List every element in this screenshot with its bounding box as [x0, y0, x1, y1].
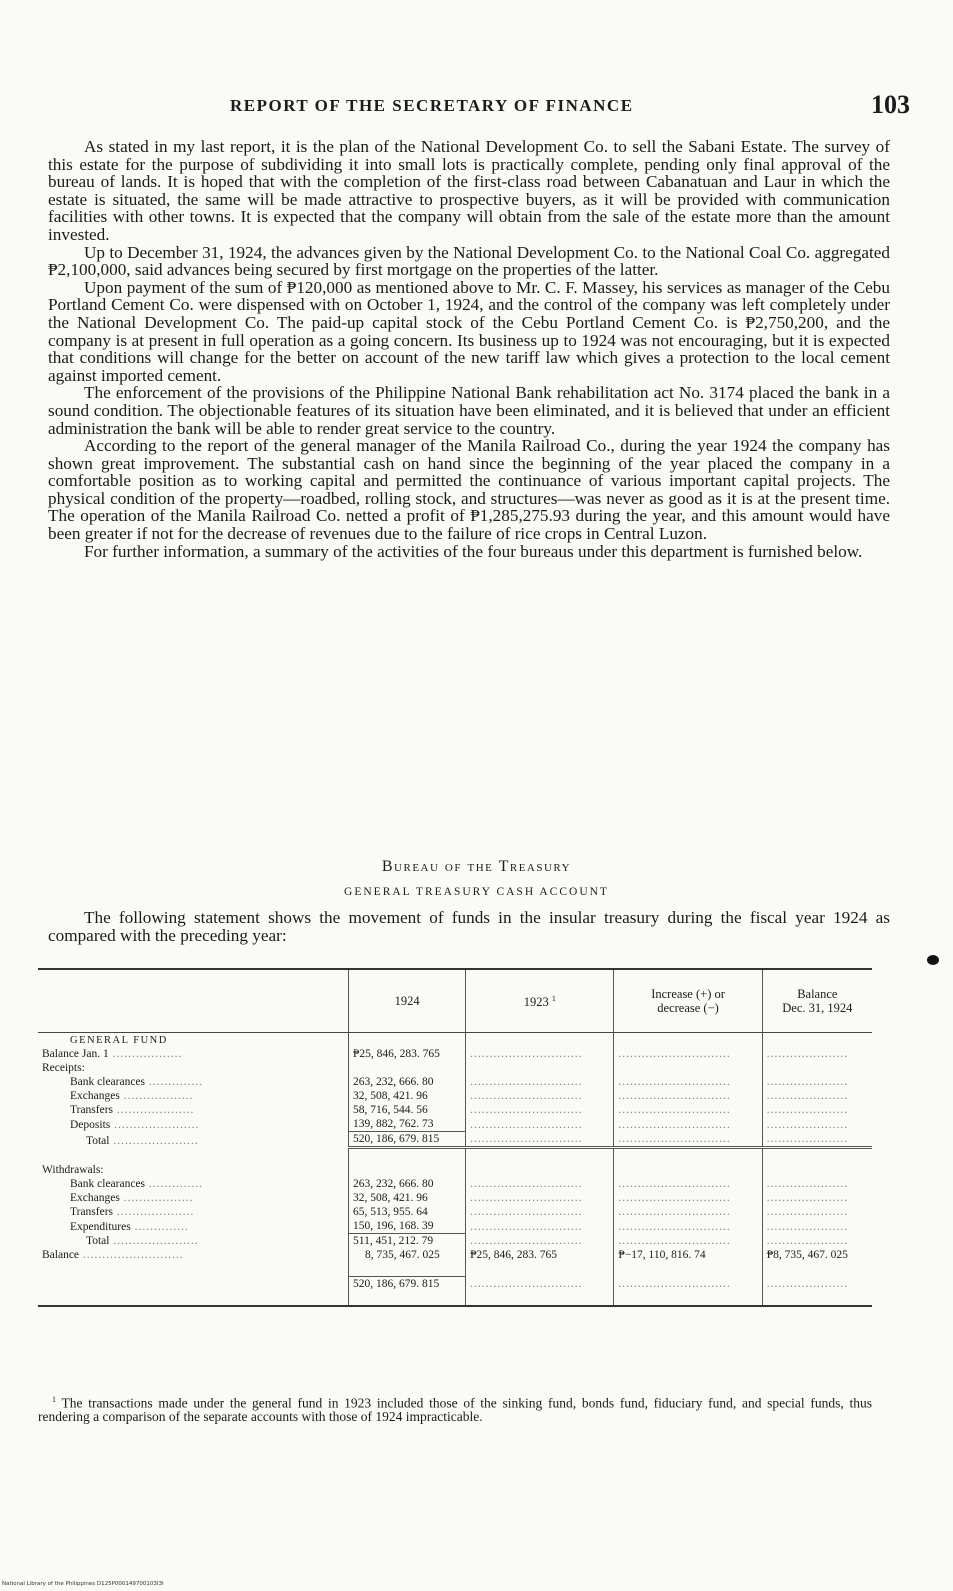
- table-row: Transfers .................... 58, 716, 544. 56 ............................. ............................. .....................: [38, 1103, 872, 1117]
- row-label-text: Total: [86, 1134, 110, 1147]
- table-row: Bank clearances .............. 263, 232, 666. 80 ............................. ............................. .....................: [38, 1075, 872, 1089]
- paragraph-manila-railroad: According to the report of the general manager of the Manila Railroad Co., during the year 1924 the company has shown great improvement. The substantial cash on hand since the beginning of the year placed the company in a comfortable position as to working capital and permitted the continuance of various important capital projects. The physical condition of the property—roadbed, rolling stock, and structures—was never as good as it is at the present time. The operation of the Manila Railroad Co. netted a profit of ₱1,285,275.93 during the year, and this amount would have been greater if not for the decrease of revenues due to the failure of rice crops in Central Luzon.: [48, 436, 890, 544]
- table-row: Exchanges .................. 32, 508, 421. 96 ............................. ............................. .....................: [38, 1089, 872, 1103]
- paragraph-national-bank: The enforcement of the provisions of the Philippine National Bank rehabilitation act No. 3174 placed the bank in a sound condition. The objectionable features of its situation have been eliminated, and it is believed that under an efficient administration the bank will be able to render great service to the country.: [48, 383, 890, 438]
- receipts-label: Receipts:: [42, 1062, 85, 1074]
- double-rule: [38, 1148, 872, 1164]
- table-header-row: [38, 969, 872, 1033]
- body-text: [48, 138, 890, 560]
- table-row: Exchanges .................. 32, 508, 421. 96 ............................. ............................. .....................: [38, 1191, 872, 1205]
- row-label-text: Bank clearances: [70, 1076, 146, 1088]
- cell-1924: 139, 882, 762. 73: [349, 1117, 466, 1132]
- cell-1924: 65, 513, 955. 64: [349, 1205, 466, 1219]
- table-row: Expenditures .............. 150, 196, 168. 39 ............................. ............................. .....................: [38, 1219, 872, 1234]
- page-number: 103: [871, 90, 910, 119]
- cell-1924: 32, 508, 421. 96: [349, 1089, 466, 1103]
- cell-1923: ₱25, 846, 283. 765: [466, 1248, 614, 1262]
- row-label: Balance Jan. 1 ..................: [42, 1048, 183, 1060]
- subsection-title: GENERAL TREASURY CASH ACCOUNT: [344, 886, 609, 898]
- paragraph-sabani-estate: As stated in my last report, it is the plan of the National Development Co. to sell the Sabani Estate. The survey of this estate for the purpose of subdividing it into small lots is practically complete, pending only final approval of the bureau of lands. It is hoped that with the completion of the first-class road between Cabanatuan and Laur in which the estate is situated, the same will be made attractive to prospective buyers, as it will be provided with communication facilities with other towns. It is expected that the company will obtain from the sale of the estate more than the amount invested.: [48, 137, 890, 244]
- row-label-text: Exchanges: [70, 1192, 120, 1204]
- table-row: Bank clearances .............. 263, 232, 666. 80 ............................. ............................. .....................: [38, 1177, 872, 1191]
- header-label-blank: [38, 969, 349, 1033]
- paragraph-further-info: For further information, a summary of the activities of the four bureaus under this department is furnished below.: [84, 541, 863, 561]
- header-inc-line1: Increase (+) or: [651, 987, 725, 1001]
- row-label-text: Expenditures: [70, 1220, 131, 1233]
- row-label-text: Bank clearances: [70, 1178, 146, 1190]
- cell-1924: ₱25, 846, 283. 765: [349, 1047, 466, 1061]
- group-heading: GENERAL FUND: [70, 1035, 168, 1046]
- cell-1924: 520, 186, 679. 815: [349, 1132, 466, 1148]
- cash-account-table: [38, 968, 872, 1307]
- header-1923-text: 1923: [523, 995, 549, 1010]
- running-title: REPORT OF THE SECRETARY OF FINANCE: [230, 96, 634, 115]
- table-intro-text: The following statement shows the movement of funds in the insular treasury during the fiscal year 1924 as compared with the preceding year:: [48, 908, 890, 945]
- cell-1924: 32, 508, 421. 96: [349, 1191, 466, 1205]
- cell-1924: 263, 232, 666. 80: [349, 1075, 466, 1089]
- row-label-text: Transfers: [70, 1206, 114, 1218]
- table-row: Balance Jan. 1 .................. ₱25, 846, 283. 765 ............................. ............................. .....................: [38, 1047, 872, 1061]
- header-bal-line2: Dec. 31, 1924: [782, 1001, 853, 1015]
- cell-1924: 263, 232, 666. 80: [349, 1177, 466, 1191]
- header-1923: [466, 969, 614, 1033]
- footnote-text: The transactions made under the general fund in 1923 included those of the sinking fund, bonds fund, fiduciary fund, and special funds, thus rendering a comparison of the separate accounts with those of 1924 impracticable.: [38, 1395, 872, 1424]
- cell-1924: 511, 451, 212. 79: [349, 1234, 466, 1249]
- row-label-text: Balance Jan. 1: [42, 1048, 109, 1060]
- row-label-text: Transfers: [70, 1104, 114, 1116]
- running-head: [40, 90, 910, 126]
- table-row: Deposits ...................... 139, 882, 762. 73 ............................. ............................. .....................: [38, 1117, 872, 1132]
- cell-increase: ₱−17, 110, 816. 74: [614, 1248, 762, 1262]
- grand-total-row: 520, 186, 679. 815 ............................. ............................. .....................: [38, 1277, 872, 1292]
- cell-1924: 8, 735, 467. 025: [349, 1248, 466, 1262]
- header-1923-footnote-mark: 1: [551, 994, 556, 1004]
- table-row: Total ...................... 520, 186, 679. 815 ............................. ............................. .....................: [38, 1132, 872, 1148]
- cell-1924: 58, 716, 544. 56: [349, 1103, 466, 1117]
- ink-blot: [927, 955, 939, 965]
- table-row: Transfers .................... 65, 513, 955. 64 ............................. ............................. .....................: [38, 1205, 872, 1219]
- header-balance: [762, 969, 872, 1033]
- footnote: [38, 1393, 872, 1423]
- header-increase-decrease: [614, 969, 762, 1033]
- cell-1924: 520, 186, 679. 815: [349, 1277, 466, 1292]
- row-label-text: Exchanges: [70, 1090, 120, 1102]
- row-label-text: Total: [86, 1235, 110, 1247]
- row-label-text: Deposits: [70, 1118, 111, 1131]
- header-1924: 1924: [349, 969, 466, 1033]
- row-label-text: Balance: [42, 1249, 80, 1261]
- table-intro: [48, 909, 890, 944]
- section-title: Bureau of the Treasury: [381, 858, 572, 875]
- paragraph-coal-advances: Up to December 31, 1924, the advances given by the National Development Co. to the National Coal Co. aggregated ₱2,100,000, said advances being secured by first mortgage on the properties of the latter.: [48, 242, 890, 280]
- table-row: Total ...................... 511, 451, 212. 79 ............................. ............................. .....................: [38, 1234, 872, 1249]
- cell-1924: 150, 196, 168. 39: [349, 1219, 466, 1234]
- library-imprint: National Library of the Philippines D125P000149700103I3I: [2, 1581, 164, 1587]
- group-heading-row: [38, 1033, 872, 1048]
- header-bal-line1: Balance: [797, 987, 838, 1001]
- table-row: [38, 1163, 872, 1177]
- footnote-mark: 1: [52, 1395, 56, 1404]
- paragraph-cebu-cement: Upon payment of the sum of ₱120,000 as mentioned above to Mr. C. F. Massey, his services as manager of the Cebu Portland Cement Co. were dispensed with on October 1, 1924, and the control of the company was left completely under the National Development Co. The paid-up capital stock of the Cebu Portland Cement Co. is ₱2,750,200, and the company is at present in full operation as a going concern. Its business up to 1924 was not encouraging, but it is expected that conditions will change for the better on account of the new tariff law which gives a protection to the local cement against imported cement.: [48, 277, 890, 385]
- cell-balance: ₱8, 735, 467. 025: [762, 1248, 872, 1262]
- withdrawals-label: Withdrawals:: [42, 1164, 104, 1176]
- header-inc-line2: decrease (−): [657, 1001, 719, 1015]
- table-row: [38, 1061, 872, 1075]
- balance-row: Balance .......................... 8, 735, 467. 025 ₱25, 846, 283. 765 ₱−17, 110, 816. 74 ₱8, 735, 467. 025: [38, 1248, 872, 1262]
